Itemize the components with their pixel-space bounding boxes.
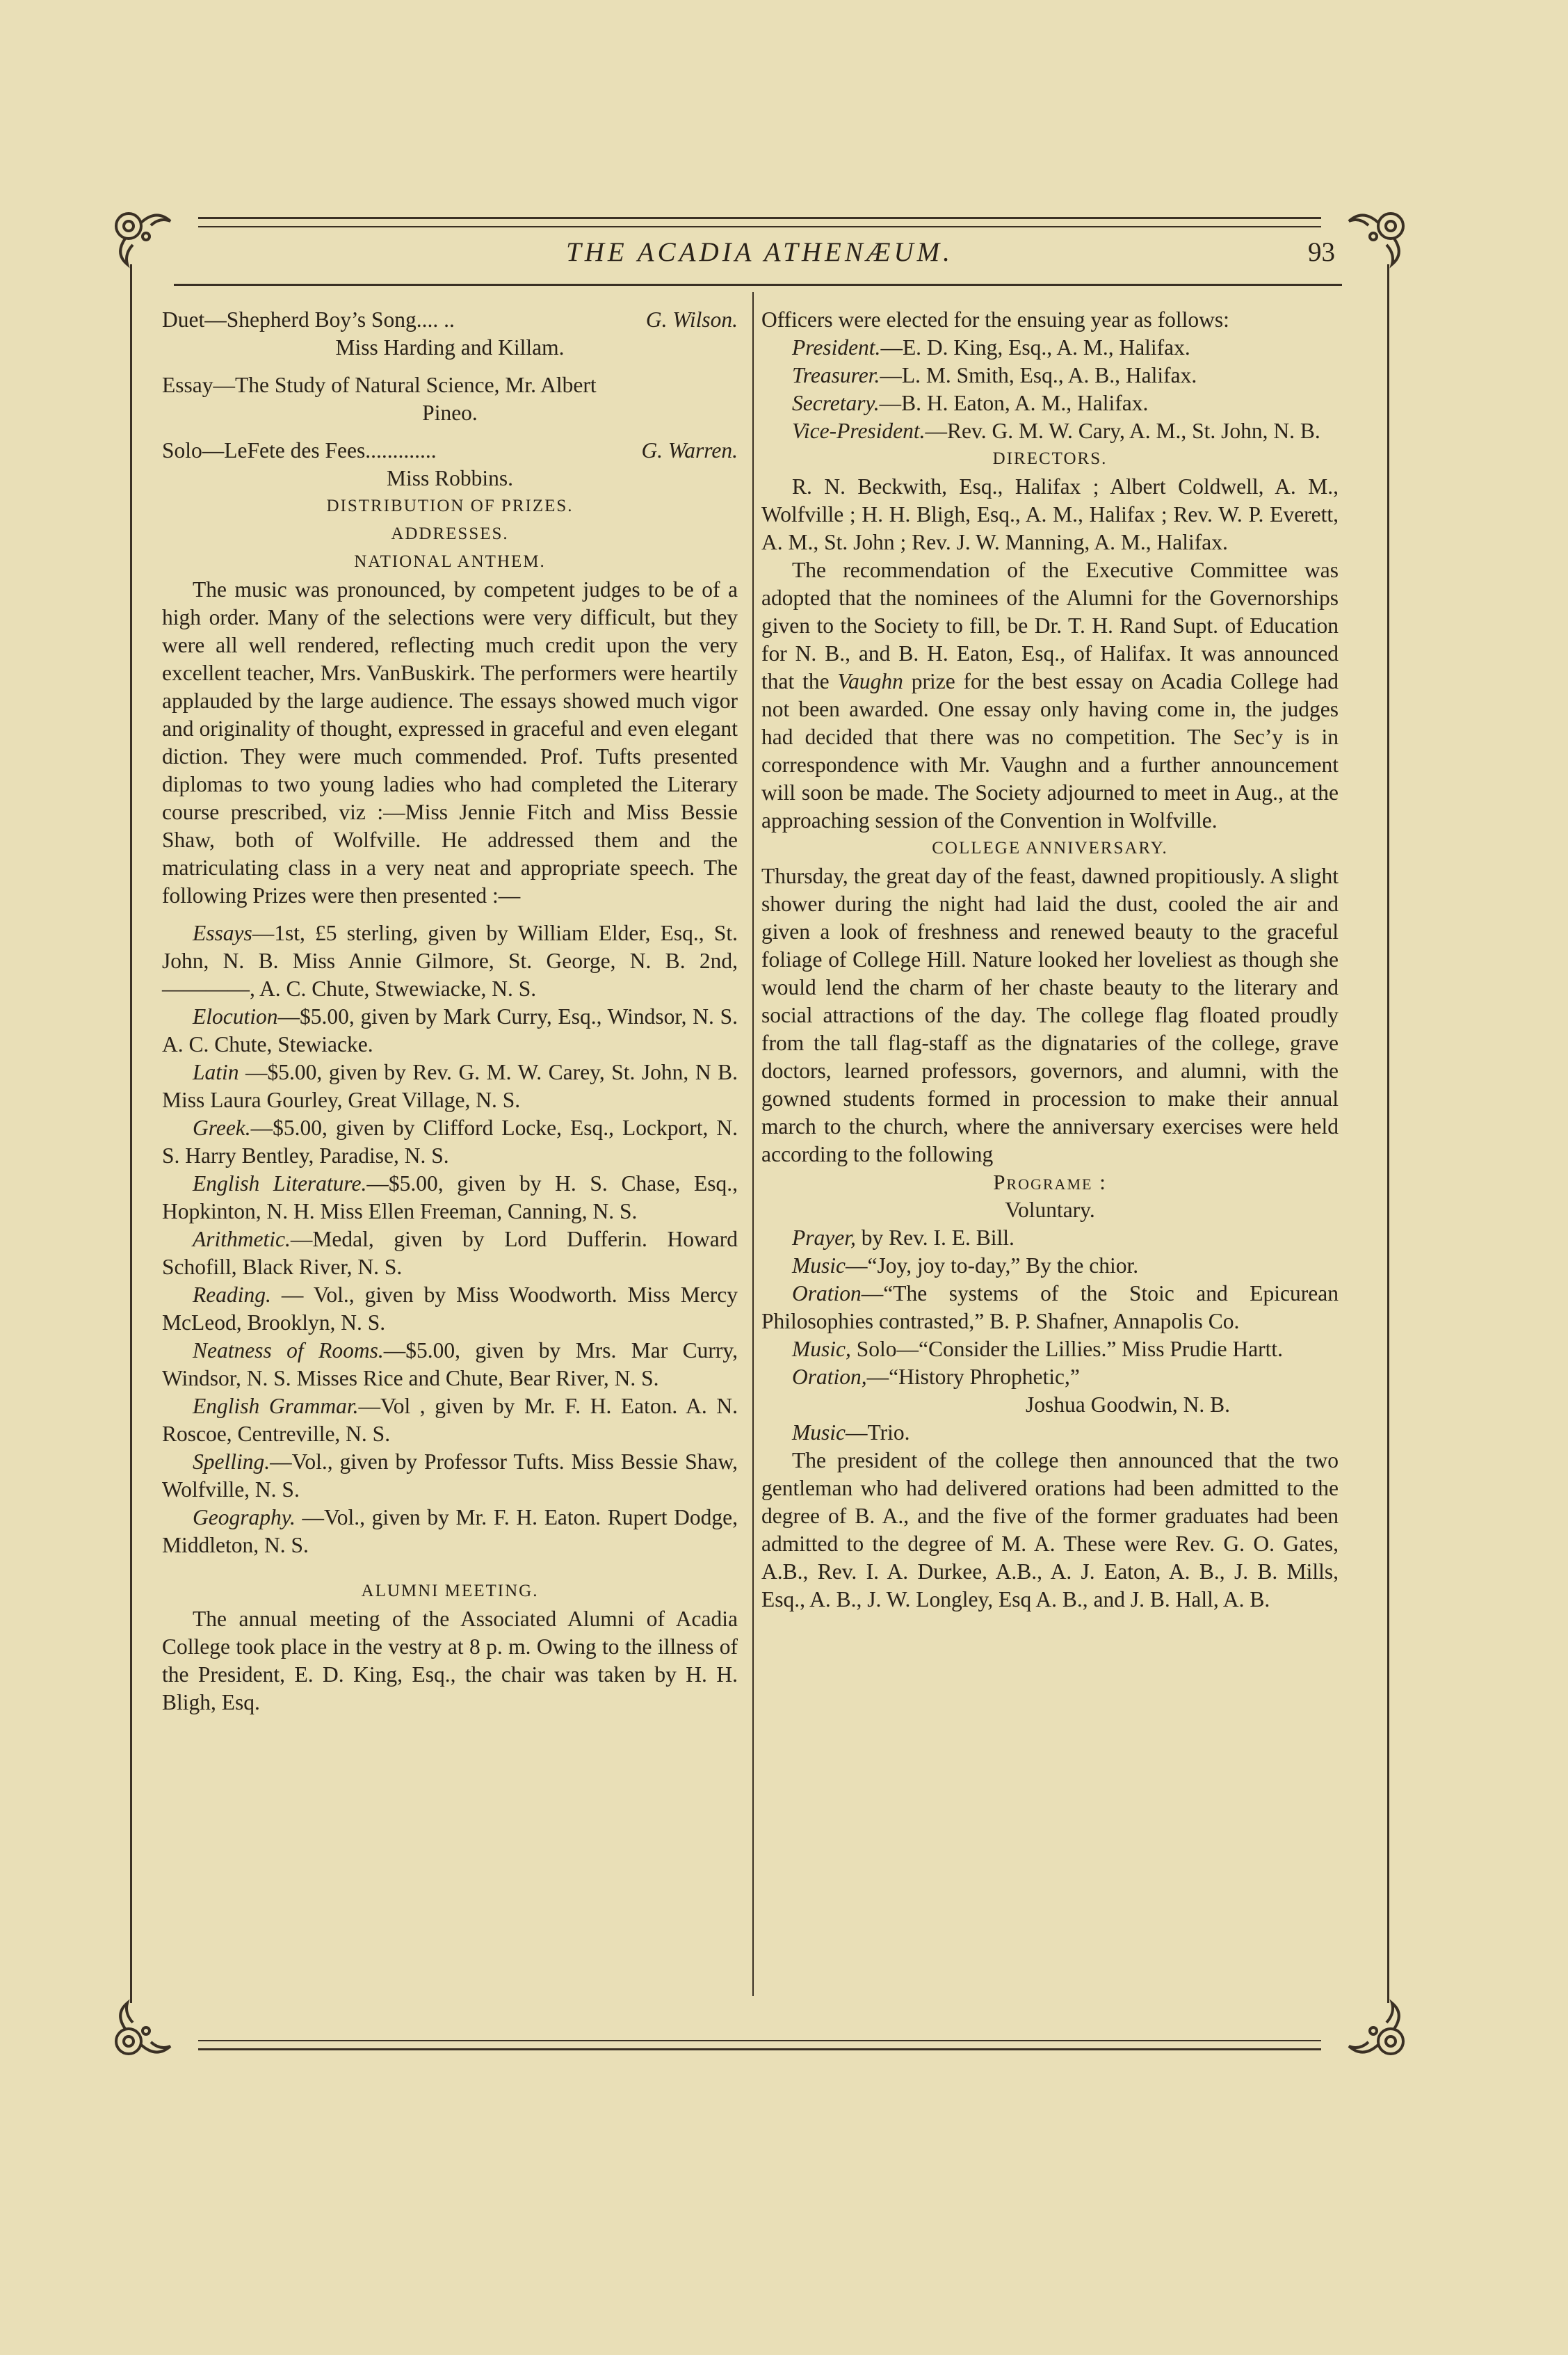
corner-ornament-icon (108, 1996, 184, 2066)
section-heading: DISTRIBUTION OF PRIZES. (326, 497, 574, 515)
top-border-rule (198, 217, 1321, 227)
section-heading: COLLEGE ANNIVERSARY. (932, 839, 1168, 858)
solo-line: Solo—LeFete des Fees............. G. Warren. (162, 438, 738, 463)
essay-line: Essay—The Study of Natural Science, Mr. Albert (162, 373, 597, 397)
corner-ornament-icon (1335, 202, 1412, 271)
list-item: Treasurer.—L. M. Smith, Esq., A. B., Halifax. (792, 363, 1197, 387)
paragraph: R. N. Beckwith, Esq., Halifax ; Albert Coldwell, A. M., Wolfville ; H. H. Bligh, Esq., A. M., Halifax ; Rev. W. P. Everett, A. M., St. John ; Rev. J. W. Manning, A. M., Halifax. (761, 474, 1339, 554)
list-item: Essays—1st, £5 sterling, given by William Elder, Esq., St. John, N. B. Miss Annie Gilmore, St. George, N. B. 2nd, ————, A. C. Chute, Stwewiacke, N. S. (162, 921, 738, 1001)
list-item: English Literature.—$5.00, given by H. S. Chase, Esq., Hopkinton, N. H. Miss Ellen Freeman, Canning, N. S. (162, 1171, 738, 1223)
voluntary: Voluntary. (1005, 1198, 1095, 1222)
list-item: Music, Solo—“Consider the Lillies.” Miss Prudie Hartt. (792, 1337, 1284, 1361)
paragraph: Thursday, the great day of the feast, dawned propitiously. A slight shower during the night had laid the dust, cooled the air and given a look of freshness and renewed beauty to the graceful foliage of College Hill. Nature looked her loveliest as though she would lend the charm of her chaste beauty to the literary and social attractions of the day. The college flag floated proudly from the tall flag-staff as the dignataries of the college, grave doctors, learned professors, governors, and alumni, with the gowned students formed in procession to make their annual march to the church, where the anniversary exercises were held according to the following (761, 864, 1339, 1166)
paragraph: The recommendation of the Executive Committee was adopted that the nominees of the Alumni for the Governorships given to the Society to fill, be Dr. T. H. Rand Supt. of Education for N. B., and B. H. Eaton, Esq., of Halifax. It was announced that the Vaughn prize for the best essay on Acadia College had not been awarded. One essay only having come in, the judges had decided that there was no competition. The Sec’y is in correspondence with Mr. Vaughn and a further announcement will soon be made. The Society adjourned to meet in Aug., at the approaching session of the Convention in Wolfville. (761, 558, 1339, 833)
programme-list (761, 1224, 1339, 1363)
list-item: Oration,—“History Phrophetic,” (792, 1365, 1080, 1389)
page-number: 93 (1308, 237, 1335, 267)
paragraph: The annual meeting of the Associated Alumni of Acadia College took place in the vestry at 8 p. m. Owing to the illness of the President, E. D. King, Esq., the chair was taken by H. H. Bligh, Esq. (162, 1607, 738, 1714)
right-column: Officers were elected for the ensuing year as follows: President.—E. D. King, Esq., A. M., Halifax. Treasurer.—L. M. Smith, Esq., A. B., Halifax. Secretary.—B. H. Eaton, A. M., Halifax. Vice-President.—Rev. G. M. W. Cary, A. M., St. John, N. B. DIRECTORS. R. N. Beckwith, Esq., Halifax ; Albert Coldwell, A. M., Wolfville ; H. H. Bligh, Esq., A. M., Halifax ; Rev. W. P. Everett, A. M., St. John ; Rev. J. W. Manning, A. M., Halifax. The recommendation of the Executive Committee was adopted that the nominees of the Alumni for the Governorships given to the Society to fill, be Dr. T. H. Rand Supt. of Education for N. B., and B. H. Eaton, Esq., of Halifax. It was announced that the Vaughn prize for the best essay on Acadia College had not been awarded. One essay only having come in, the judges had decided that there was no competition. The Sec’y is in correspondence with Mr. Vaughn and a further announcement will soon be made. The Society adjourned to meet in Aug., at the approaching session of the Convention in Wolfville. COLLEGE ANNIVERSARY. Thursday, the great day of the feast, dawned propitiously. A slight shower during the night had laid the dust, cooled the air and given a look of freshness and renewed beauty to the graceful foliage of College Hill. Nature looked her loveliest as though she would lend the charm of her chaste beauty to the literary and social attractions of the day. The college flag floated proudly from the tall flag-staff as the dignataries of the college, grave doctors, learned professors, governors, and alumni, with the gowned students formed in procession to make their annual march to the church, where the anniversary exercises were held according to the following Programe : Voluntary. Prayer, by Rev. I. E. Bill. Music—“Joy, joy to-day,” By the chior. Oration—“The systems of the Stoic and Epicurean Philosophies contrasted,” B. P. Shafner, Annapolis Co. Music, Solo—“Consider the Lillies.” Miss Prudie Hartt. Oration,—“History Phrophetic,” Joshua Goodwin, N. B. Music—Trio. The president of the college then announced that the two gentleman who had delivered orations had been admitted to the degree of B. A., and the five of the former graduates had been admitted to the degree of M. A. These were Rev. G. O. Gates, A.B., Rev. I. A. Durkee, A.B., A. J. Eaton, A. B., J. B. Mills, Esq., A. B., J. W. Longley, Esq A. B., and J. B. Hall, A. B. (761, 306, 1339, 1614)
list-item: Spelling.—Vol., given by Professor Tufts. Miss Bessie Shaw, Wolfville, N. S. (162, 1449, 738, 1502)
programme-heading: Programe : (993, 1170, 1107, 1194)
left-column: Duet—Shepherd Boy’s Song.... .. G. Wilson. Miss Harding and Killam. Essay—The Study of Natural Science, Mr. Albert Pineo. Solo—LeFete des Fees............. G. Warren. Miss Robbins. DISTRIBUTION OF PRIZES. ADDRESSES. NATIONAL ANTHEM. The music was pronounced, by competent judges to be of a high order. Many of the selections were very difficult, but they were all well rendered, reflecting much credit upon the very excellent teacher, Mrs. VanBuskirk. The performers were heartily applauded by the large audience. The essays showed much vigor and originality of thought, expressed in graceful and even elegant diction. They were much commended. Prof. Tufts presented diplomas to two young ladies who had completed the Literary course prescribed, viz :—Miss Jennie Fitch and Miss Bessie Shaw, both of Wolfville. He addressed them and the matriculating class in a very neat and appropriate speech. The following Prizes were then presented :— Essays—1st, £5 sterling, given by William Elder, Esq., St. John, N. B. Miss Annie Gilmore, St. George, N. B. 2nd, ————, A. C. Chute, Stwewiacke, N. S. Elocution—$5.00, given by Mark Curry, Esq., Windsor, N. S. A. C. Chute, Stewiacke. Latin —$5.00, given by Rev. G. M. W. Carey, St. John, N B. Miss Laura Gourley, Great Village, N. S. Greek.—$5.00, given by Clifford Locke, Esq., Lockport, N. S. Harry Bentley, Paradise, N. S. English Literature.—$5.00, given by H. S. Chase, Esq., Hopkinton, N. H. Miss Ellen Freeman, Canning, N. S. Arithmetic.—Medal, given by Lord Dufferin. Howard Schofill, Black River, N. S. Reading. — Vol., given by Miss Woodworth. Miss Mercy McLeod, Brooklyn, N. S. Neatness of Rooms.—$5.00, given by Mrs. Mar Curry, Windsor, N. S. Misses Rice and Chute, Bear River, N. S. English Grammar.—Vol , given by Mr. F. H. Eaton. A. N. Roscoe, Centreville, N. S. Spelling.—Vol., given by Professor Tufts. Miss Bessie Shaw, Wolfville, N. S. Geography. —Vol., given by Mr. F. H. Eaton. Rupert Dodge, Middleton, N. S. ALUMNI MEETING. The annual meeting of the Associated Alumni of Acadia College took place in the vestry at 8 p. m. Owing to the illness of the President, E. D. King, Esq., the chair was taken by H. H. Bligh, Esq. (162, 306, 738, 1717)
list-item: Music—Trio. (792, 1420, 910, 1445)
list-item: Vice-President.—Rev. G. M. W. Cary, A. M., St. John, N. B. (792, 419, 1320, 443)
column-separator (752, 292, 754, 1996)
corner-ornament-icon (108, 202, 184, 271)
list-item: Arithmetic.—Medal, given by Lord Dufferin. Howard Schofill, Black River, N. S. (162, 1227, 738, 1279)
list-item: Music—“Joy, joy to-day,” By the chior. (792, 1253, 1139, 1278)
list-item: English Grammar.—Vol , given by Mr. F. H. Eaton. A. N. Roscoe, Centreville, N. S. (162, 1394, 738, 1446)
page-frame (115, 216, 1405, 2052)
prize-list (162, 919, 738, 1559)
list-item: President.—E. D. King, Esq., A. M., Halifax. (792, 335, 1190, 360)
list-item: Greek.—$5.00, given by Clifford Locke, Esq., Lockport, N. S. Harry Bentley, Paradise, N. S. (162, 1116, 738, 1168)
paragraph: The music was pronounced, by competent judges to be of a high order. Many of the selections were very difficult, but they were all well rendered, reflecting much credit upon the very excellent teacher, Mrs. VanBuskirk. The performers were heartily applauded by the large audience. The essays showed much vigor and originality of thought, expressed in graceful and even elegant diction. They were much commended. Prof. Tufts presented diplomas to two young ladies who had completed the Literary course prescribed, viz :—Miss Jennie Fitch and Miss Bessie Shaw, both of Wolfville. He addressed them and the matriculating class in a very neat and appropriate speech. The following Prizes were then presented :— (162, 577, 738, 908)
bottom-border-rule (198, 2040, 1321, 2050)
header-rule (174, 284, 1342, 286)
list-item: Neatness of Rooms.—$5.00, given by Mrs. Mar Curry, Windsor, N. S. Misses Rice and Chute, Bear River, N. S. (162, 1338, 738, 1390)
right-border-rule (1387, 264, 1389, 2003)
paragraph: The president of the college then announced that the two gentleman who had delivered orations had been admitted to the degree of B. A., and the five of the former graduates had been admitted to the degree of M. A. These were Rev. G. O. Gates, A.B., Rev. I. A. Durkee, A.B., A. J. Eaton, A. B., J. B. Mills, Esq., A. B., J. W. Longley, Esq A. B., and J. B. Hall, A. B. (761, 1448, 1339, 1611)
list-item: Elocution—$5.00, given by Mark Curry, Esq., Windsor, N. S. A. C. Chute, Stewiacke. (162, 1004, 738, 1056)
duet-line: Duet—Shepherd Boy’s Song.... .. G. Wilson. (162, 307, 738, 332)
list-item: Reading. — Vol., given by Miss Woodworth. Miss Mercy McLeod, Brooklyn, N. S. (162, 1283, 738, 1335)
list-item: Prayer, by Rev. I. E. Bill. (792, 1225, 1015, 1250)
list-item: Latin —$5.00, given by Rev. G. M. W. Carey, St. John, N B. Miss Laura Gourley, Great Village, N. S. (162, 1060, 738, 1112)
officer-list (761, 334, 1339, 445)
list-item: Secretary.—B. H. Eaton, A. M., Halifax. (792, 391, 1149, 415)
corner-ornament-icon (1335, 1996, 1412, 2066)
section-heading: DIRECTORS. (992, 449, 1108, 468)
paragraph: Officers were elected for the ensuing year as follows: (761, 307, 1229, 332)
section-heading: NATIONAL ANTHEM. (354, 552, 546, 571)
journal-title: THE ACADIA ATHENÆUM. (566, 237, 953, 267)
list-item: Oration—“The systems of the Stoic and Epicurean Philosophies contrasted,” B. P. Shafner, Annapolis Co. (761, 1281, 1339, 1333)
left-border-rule (130, 264, 132, 2003)
section-heading: ALUMNI MEETING. (361, 1582, 539, 1600)
running-header (177, 236, 1342, 285)
section-heading: ADDRESSES. (391, 524, 509, 543)
list-item: Geography. —Vol., given by Mr. F. H. Eaton. Rupert Dodge, Middleton, N. S. (162, 1505, 738, 1557)
